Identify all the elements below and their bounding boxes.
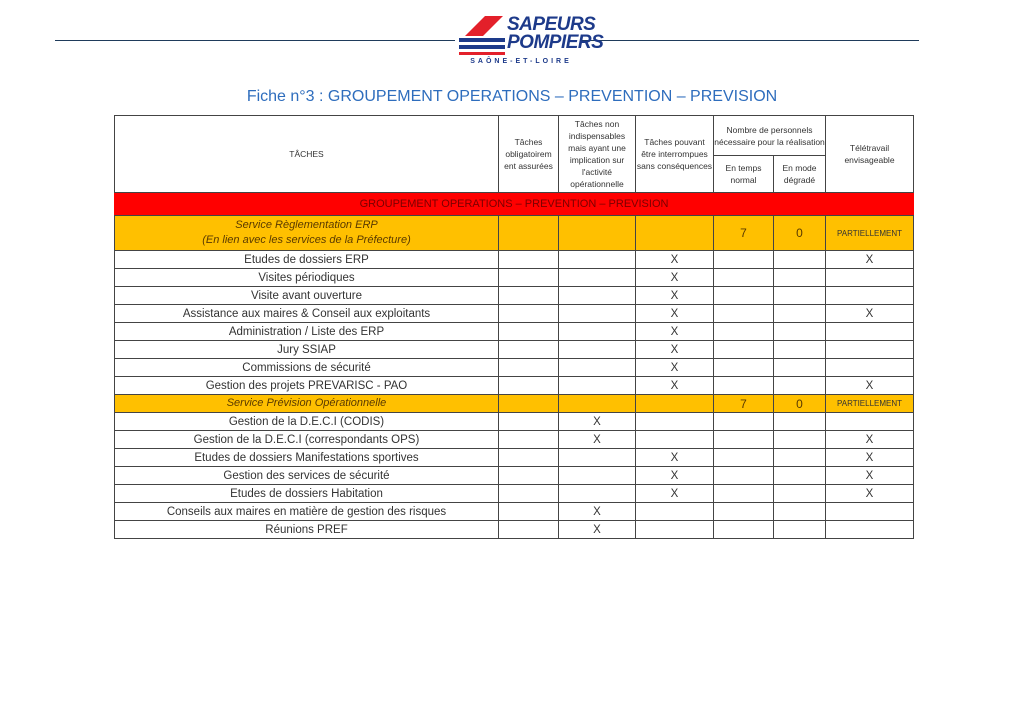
interrompues-cell: X (636, 251, 714, 269)
interrompues-cell: X (636, 377, 714, 395)
task-name: Visite avant ouverture (115, 287, 499, 305)
task-name: Etudes de dossiers Habitation (115, 485, 499, 503)
mode-degrade-cell (774, 485, 826, 503)
teletravail-cell (826, 359, 914, 377)
obligatoires-cell (499, 269, 559, 287)
header-temps-normal: En temps normal (714, 156, 774, 193)
header-interrompues: Tâches pouvant être interrompues sans conséquences (636, 116, 714, 193)
obligatoires-cell (499, 431, 559, 449)
temps-normal-cell (714, 467, 774, 485)
teletravail-cell (826, 503, 914, 521)
temps-normal-cell (714, 341, 774, 359)
table-row (115, 521, 914, 539)
header-obligatoires: Tâches obligatoirem ent assurées (499, 116, 559, 193)
empty-cell (636, 395, 714, 413)
task-name: Conseils aux maires en matière de gestion des risques (115, 503, 499, 521)
tasks-table (114, 115, 914, 539)
mode-degrade-cell (774, 503, 826, 521)
table-row (115, 431, 914, 449)
header-rule-right (582, 40, 919, 41)
non-indispensables-cell (559, 359, 636, 377)
mode-degrade-cell (774, 341, 826, 359)
empty-cell (499, 216, 559, 251)
temps-normal-cell (714, 521, 774, 539)
header-non-indispensables: Tâches non indispensables mais ayant une implication sur l'activité opérationnelle (559, 116, 636, 193)
empty-cell (636, 216, 714, 251)
teletravail-value: PARTIELLEMENT (826, 395, 914, 413)
non-indispensables-cell: X (559, 431, 636, 449)
task-name: Visites périodiques (115, 269, 499, 287)
teletravail-cell: X (826, 449, 914, 467)
table-row (115, 467, 914, 485)
obligatoires-cell (499, 467, 559, 485)
non-indispensables-cell (559, 269, 636, 287)
non-indispensables-cell: X (559, 521, 636, 539)
interrompues-cell: X (636, 323, 714, 341)
non-indispensables-cell: X (559, 413, 636, 431)
empty-cell (559, 395, 636, 413)
mode-degrade-value: 0 (774, 395, 826, 413)
header-teletravail: Télétravail envisageable (826, 116, 914, 193)
table-row (115, 269, 914, 287)
task-name: Assistance aux maires & Conseil aux exploitants (115, 305, 499, 323)
temps-normal-cell (714, 251, 774, 269)
task-name: Gestion des services de sécurité (115, 467, 499, 485)
task-name: Commissions de sécurité (115, 359, 499, 377)
teletravail-cell: X (826, 251, 914, 269)
obligatoires-cell (499, 449, 559, 467)
teletravail-value: PARTIELLEMENT (826, 216, 914, 251)
task-name: Gestion de la D.E.C.I (correspondants OPS) (115, 431, 499, 449)
table-row (115, 485, 914, 503)
non-indispensables-cell (559, 341, 636, 359)
table-row (115, 251, 914, 269)
mode-degrade-cell (774, 305, 826, 323)
mode-degrade-cell (774, 251, 826, 269)
teletravail-cell (826, 341, 914, 359)
teletravail-cell: X (826, 467, 914, 485)
header-mode-degrade: En mode dégradé (774, 156, 826, 193)
mode-degrade-cell (774, 359, 826, 377)
mode-degrade-cell (774, 413, 826, 431)
mode-degrade-cell (774, 521, 826, 539)
temps-normal-cell (714, 377, 774, 395)
logo-line2: POMPIERS (507, 32, 604, 53)
teletravail-cell: X (826, 305, 914, 323)
temps-normal-cell (714, 413, 774, 431)
service-name-line2: (En lien avec les services de la Préfecture) (202, 234, 411, 246)
task-name: Etudes de dossiers Manifestations sportives (115, 449, 499, 467)
temps-normal-cell (714, 431, 774, 449)
non-indispensables-cell (559, 251, 636, 269)
obligatoires-cell (499, 251, 559, 269)
logo-subtitle: SAÔNE-ET-LOIRE (470, 58, 572, 65)
obligatoires-cell (499, 341, 559, 359)
interrompues-cell: X (636, 269, 714, 287)
interrompues-cell (636, 413, 714, 431)
table-row (115, 413, 914, 431)
group-row: GROUPEMENT OPERATIONS – PREVENTION – PREVISION (115, 193, 914, 216)
temps-normal-cell (714, 305, 774, 323)
table-row (115, 305, 914, 323)
non-indispensables-cell (559, 323, 636, 341)
teletravail-cell (826, 269, 914, 287)
mode-degrade-cell (774, 287, 826, 305)
interrompues-cell (636, 521, 714, 539)
temps-normal-cell (714, 287, 774, 305)
interrompues-cell: X (636, 359, 714, 377)
temps-normal-value: 7 (714, 216, 774, 251)
service-name-line1: Service Règlementation ERP (235, 219, 378, 231)
non-indispensables-cell (559, 305, 636, 323)
page-title: Fiche n°3 : GROUPEMENT OPERATIONS – PREVENTION – PREVISION (246, 88, 778, 105)
sdis-logo (457, 14, 604, 70)
interrompues-cell: X (636, 467, 714, 485)
temps-normal-cell (714, 359, 774, 377)
temps-normal-cell (714, 449, 774, 467)
obligatoires-cell (499, 503, 559, 521)
logo-line1: SAPEURS (507, 14, 596, 35)
task-name: Réunions PREF (115, 521, 499, 539)
empty-cell (499, 395, 559, 413)
table-row (115, 287, 914, 305)
obligatoires-cell (499, 359, 559, 377)
non-indispensables-cell (559, 467, 636, 485)
temps-normal-cell (714, 503, 774, 521)
header-rule-left (55, 40, 455, 41)
teletravail-cell (826, 323, 914, 341)
teletravail-cell: X (826, 431, 914, 449)
mode-degrade-cell (774, 377, 826, 395)
non-indispensables-cell: X (559, 503, 636, 521)
task-name: Jury SSIAP (115, 341, 499, 359)
mode-degrade-value: 0 (774, 216, 826, 251)
temps-normal-cell (714, 323, 774, 341)
interrompues-cell: X (636, 449, 714, 467)
header-nombre-personnels: Nombre de personnels nécessaire pour la réalisation (714, 116, 826, 156)
interrompues-cell: X (636, 341, 714, 359)
non-indispensables-cell (559, 485, 636, 503)
interrompues-cell: X (636, 287, 714, 305)
table-row (115, 449, 914, 467)
mode-degrade-cell (774, 269, 826, 287)
obligatoires-cell (499, 521, 559, 539)
table-row (115, 503, 914, 521)
interrompues-cell (636, 431, 714, 449)
temps-normal-cell (714, 485, 774, 503)
obligatoires-cell (499, 413, 559, 431)
obligatoires-cell (499, 305, 559, 323)
mode-degrade-cell (774, 467, 826, 485)
non-indispensables-cell (559, 287, 636, 305)
header-taches: TÂCHES (115, 116, 499, 193)
interrompues-cell: X (636, 485, 714, 503)
temps-normal-value: 7 (714, 395, 774, 413)
teletravail-cell (826, 413, 914, 431)
table-row (115, 341, 914, 359)
task-name: Administration / Liste des ERP (115, 323, 499, 341)
table-row (115, 359, 914, 377)
non-indispensables-cell (559, 377, 636, 395)
table-row (115, 377, 914, 395)
obligatoires-cell (499, 377, 559, 395)
teletravail-cell: X (826, 377, 914, 395)
mode-degrade-cell (774, 431, 826, 449)
obligatoires-cell (499, 287, 559, 305)
teletravail-cell: X (826, 485, 914, 503)
empty-cell (559, 216, 636, 251)
obligatoires-cell (499, 323, 559, 341)
service-row (115, 216, 914, 251)
teletravail-cell (826, 287, 914, 305)
flame-stripes-icon (457, 14, 507, 58)
interrompues-cell (636, 503, 714, 521)
mode-degrade-cell (774, 323, 826, 341)
service-row (115, 395, 914, 413)
obligatoires-cell (499, 485, 559, 503)
task-name: Etudes de dossiers ERP (115, 251, 499, 269)
service-name (115, 216, 499, 251)
service-name: Service Prévision Opérationnelle (115, 395, 499, 413)
non-indispensables-cell (559, 449, 636, 467)
interrompues-cell: X (636, 305, 714, 323)
temps-normal-cell (714, 269, 774, 287)
table-row (115, 323, 914, 341)
task-name: Gestion des projets PREVARISC - PAO (115, 377, 499, 395)
task-name: Gestion de la D.E.C.I (CODIS) (115, 413, 499, 431)
teletravail-cell (826, 521, 914, 539)
mode-degrade-cell (774, 449, 826, 467)
logo-wordmark (507, 16, 603, 52)
